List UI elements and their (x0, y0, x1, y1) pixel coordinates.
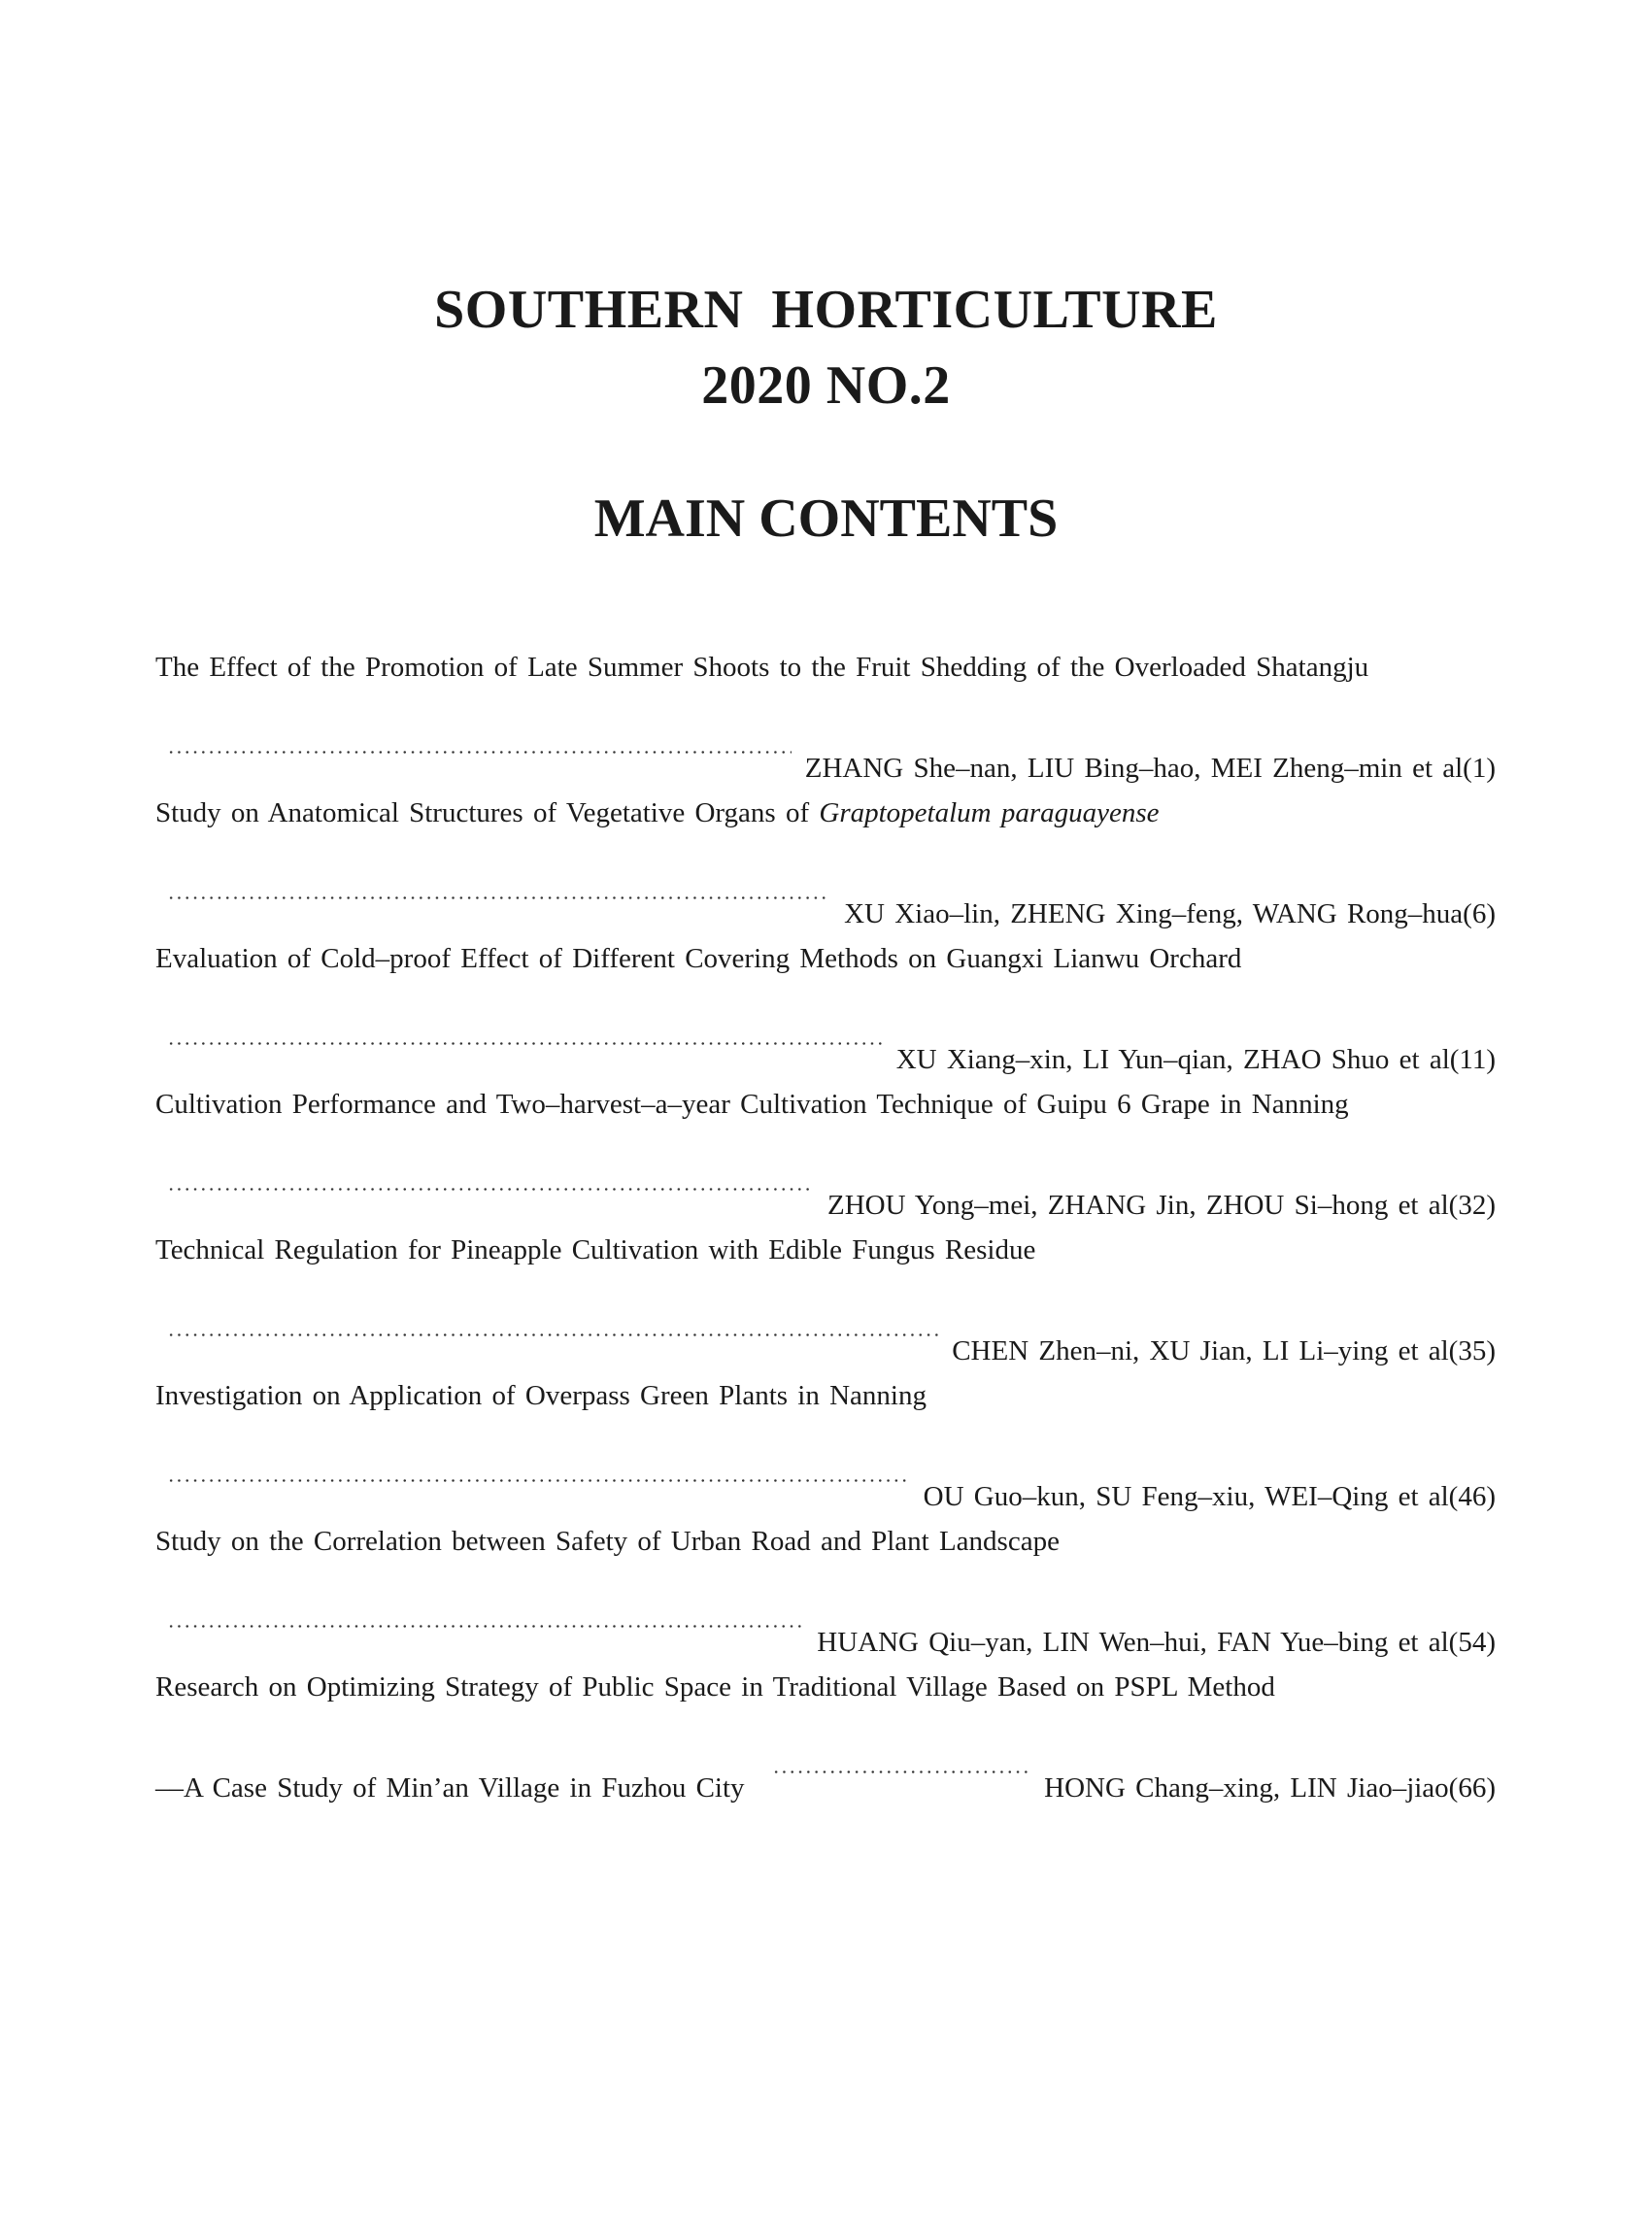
article-title: Study on the Correlation between Safety of Urban Road and Plant Landscape (155, 1526, 1060, 1557)
contents-heading: MAIN CONTENTS (593, 489, 1059, 549)
article-title: Technical Regulation for Pineapple Cultivation with Edible Fungus Residue (155, 1234, 1036, 1265)
journal-issue: 2020 NO.2 (701, 355, 951, 416)
toc-entry (155, 1068, 1496, 1221)
article-byline (155, 995, 1496, 1075)
article-byline (155, 704, 1496, 784)
dot-leader (167, 995, 883, 1068)
article-authors: ZHANG She–nan, LIU Bing–hao, MEI Zheng–min et al(1) (804, 753, 1496, 784)
article-authors: XU Xiang–xin, LI Yun–qian, ZHAO Shuo et al(11) (895, 1044, 1496, 1075)
article-title: Research on Optimizing Strategy of Public Space in Traditional Village Based on PSPL Method (155, 1671, 1275, 1703)
article-byline (155, 1141, 1496, 1221)
journal-title (0, 272, 1652, 423)
article-authors: HUANG Qiu–yan, LIN Wen–hui, FAN Yue–bing et al(54) (817, 1627, 1496, 1658)
article-title: Cultivation Performance and Two–harvest–a–year Cultivation Technique of Guipu 6 Grape in Nanning (155, 1089, 1349, 1120)
dot-leader (167, 1287, 938, 1360)
dot-leader (167, 1433, 910, 1505)
journal-name: SOUTHERN HORTICULTURE (434, 280, 1218, 340)
article-authors: HONG Chang–xing, LIN Jiao–jiao(66) (1044, 1772, 1496, 1804)
dot-leader (167, 850, 830, 923)
species-name: Graptopetalum paraguayense (819, 797, 1160, 828)
article-subtitle: ––A Case Study of Min’an Village in Fuzhou City (155, 1772, 745, 1804)
article-byline (155, 1578, 1496, 1658)
dot-leader (167, 1141, 814, 1214)
article-title: The Effect of the Promotion of Late Summer Shoots to the Fruit Shedding of the Overloaded Shatangju (155, 652, 1369, 683)
article-authors: OU Guo–kun, SU Feng–xiu, WEI–Qing et al(46) (923, 1481, 1496, 1512)
article-byline (155, 1287, 1496, 1366)
toc-entry (155, 631, 1496, 784)
article-title: Evaluation of Cold–proof Effect of Different Covering Methods on Guangxi Lianwu Orchard (155, 943, 1242, 974)
article-byline (155, 850, 1496, 929)
article-authors: ZHOU Yong–mei, ZHANG Jin, ZHOU Si–hong et al(32) (827, 1190, 1496, 1221)
article-byline (155, 1724, 1496, 1804)
table-of-contents (155, 631, 1496, 1804)
article-title-text: Study on Anatomical Structures of Vegetative Organs of (155, 797, 820, 828)
article-byline (155, 1433, 1496, 1512)
dot-leader (167, 1578, 803, 1651)
article-authors: CHEN Zhen–ni, XU Jian, LI Li–ying et al(35) (952, 1335, 1496, 1366)
dot-leader (772, 1724, 1031, 1797)
dot-leader (167, 704, 792, 777)
article-authors: XU Xiao–lin, ZHENG Xing–feng, WANG Rong–hua(6) (844, 898, 1496, 929)
article-title: Investigation on Application of Overpass Green Plants in Nanning (155, 1380, 927, 1411)
